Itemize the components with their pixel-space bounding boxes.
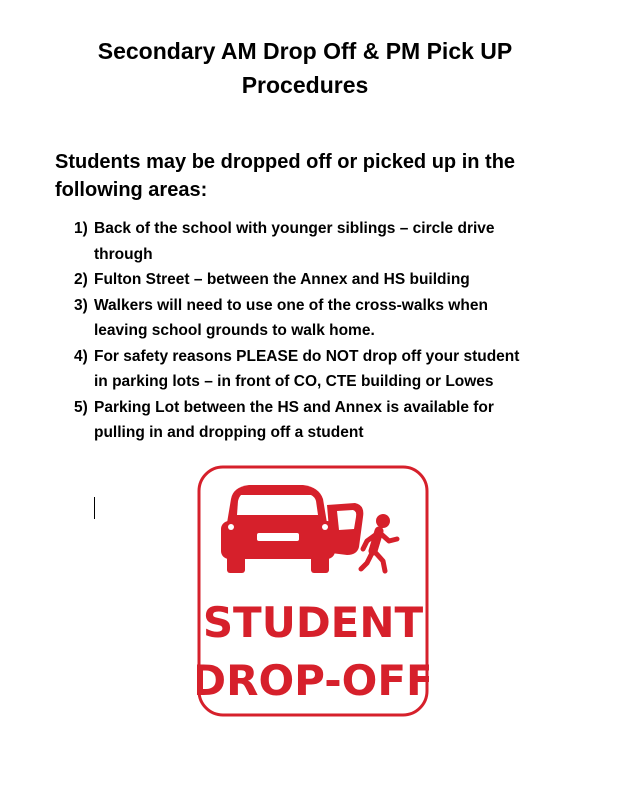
text-cursor <box>94 497 95 519</box>
list-item <box>74 267 564 293</box>
list-item-number: 1) <box>74 220 88 237</box>
list-item-number: 4) <box>74 347 88 365</box>
car-hatch-window <box>337 510 356 530</box>
sign-graphic <box>197 465 429 717</box>
list-item-line: through <box>94 245 153 263</box>
intro-line-2: following areas: <box>55 179 208 201</box>
list-item-line: Parking Lot between the HS and Annex is available for <box>94 398 494 416</box>
car-plate <box>257 533 299 541</box>
student-drop-off-sign <box>197 465 429 717</box>
list-item <box>74 344 564 395</box>
title-line-1: Secondary AM Drop Off & PM Pick UP <box>97 38 513 64</box>
list-item <box>74 395 564 446</box>
list-item-number: 3) <box>74 296 88 314</box>
list-item <box>74 216 564 267</box>
sign-text-line-2: DROP-OFF <box>197 656 429 705</box>
intro-line-1: Students may be dropped off or picked up in the <box>55 151 516 173</box>
list-item-number: 5) <box>74 398 88 416</box>
list-item-line: leaving school grounds to walk home. <box>94 322 375 339</box>
title-line-2: Procedures <box>241 72 369 98</box>
list-item-line: pulling in and dropping off a student <box>94 424 364 441</box>
list-item-line: For safety reasons PLEASE do NOT drop off your student <box>94 347 520 365</box>
page-title <box>0 34 610 102</box>
sign-text-line-1: STUDENT <box>202 598 424 647</box>
list-item-number: 2) <box>74 271 88 288</box>
list-item <box>74 293 564 344</box>
list-item-line: Fulton Street – between the Annex and HS building <box>94 271 470 288</box>
car-light-right <box>322 524 328 530</box>
list-item-line: in parking lots – in front of CO, CTE building or Lowes <box>94 373 494 390</box>
list-item-line: Back of the school with younger siblings – circle drive <box>94 220 495 237</box>
list-item-line: Walkers will need to use one of the cross-walks when <box>94 296 488 314</box>
intro-paragraph <box>55 148 575 204</box>
car-light-left <box>228 524 234 530</box>
car-rear-window <box>237 495 318 515</box>
procedure-list <box>74 216 564 446</box>
